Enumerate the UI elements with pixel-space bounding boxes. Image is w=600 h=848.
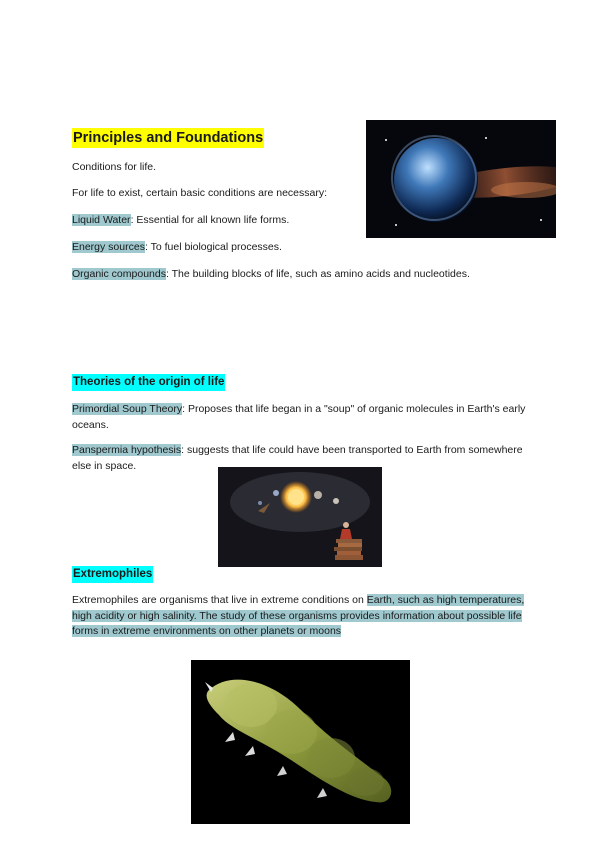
extremophiles-paragraph bbox=[72, 593, 534, 640]
desc-organic-compounds: : The building blocks of life, such as amino acids and nucleotides. bbox=[165, 268, 470, 280]
list-item bbox=[72, 240, 532, 256]
list-item bbox=[72, 267, 532, 283]
intro-text: Conditions for life. bbox=[72, 161, 157, 173]
cosmic-scene-image bbox=[218, 467, 382, 567]
extremophiles-highlight: Earth, such as high temperatures, high acidity or high salinity. The study of these organisms provides information about possible life forms in extreme environments on other planets or moons bbox=[72, 594, 525, 637]
tardigrade-image bbox=[191, 660, 410, 824]
desc-liquid-water: : Essential for all known life forms. bbox=[130, 214, 290, 226]
heading-theories: Theories of the origin of life bbox=[72, 374, 225, 391]
list-item bbox=[72, 402, 532, 433]
desc-energy-sources: : To fuel biological processes. bbox=[144, 241, 282, 253]
term-panspermia: Panspermia hypothesis bbox=[72, 444, 182, 456]
heading-extremophiles: Extremophiles bbox=[72, 566, 153, 583]
term-energy-sources: Energy sources bbox=[72, 241, 145, 253]
heading-principles: Principles and Foundations bbox=[73, 130, 264, 146]
desc-panspermia: : suggests that life could have been transported to Earth from somewhere else in space. bbox=[72, 444, 523, 472]
lead-text: For life to exist, certain basic conditions are necessary: bbox=[72, 187, 328, 199]
extremophiles-text: Extremophiles are organisms that live in extreme conditions on bbox=[72, 594, 367, 606]
planet-earth-image bbox=[366, 120, 556, 238]
desc-primordial-soup: : Proposes that life began in a "soup" of organic molecules in Earth's early oceans. bbox=[72, 403, 526, 431]
term-primordial-soup: Primordial Soup Theory bbox=[72, 403, 183, 415]
term-liquid-water: Liquid Water bbox=[72, 214, 131, 226]
term-organic-compounds: Organic compounds bbox=[72, 268, 166, 280]
